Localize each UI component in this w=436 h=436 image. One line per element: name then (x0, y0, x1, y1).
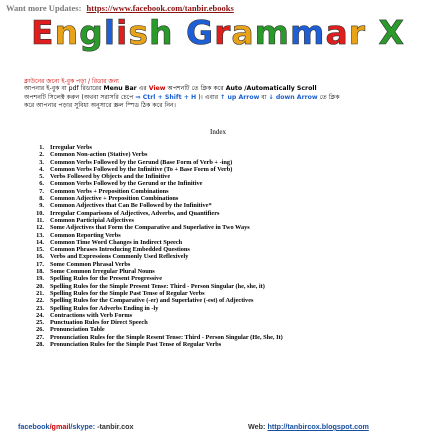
index-item-label: Common Time Word Changes in Indirect Speech (50, 238, 183, 246)
index-item[interactable] (30, 283, 283, 290)
index-item[interactable] (30, 173, 283, 180)
index-item-number: 9. (39, 202, 44, 210)
index-item-label: Spelling Rules for the Present Progressive (50, 275, 162, 283)
index-item-number: 5. (39, 173, 44, 181)
index-item-label: Pronunciation Rules for the Simple Resent Tense: Third - Person Singular (He, She, It) (50, 333, 283, 341)
index-item[interactable] (30, 319, 283, 326)
title-letter: h (149, 13, 174, 52)
index-item[interactable] (30, 151, 283, 158)
index-item-label: Common Verbs + Preposition Combinations (50, 187, 169, 195)
index-item[interactable] (30, 268, 283, 275)
footer-id: -tanbir.cox (97, 422, 134, 431)
index-item[interactable] (30, 246, 283, 253)
index-item-number: 3. (39, 158, 44, 166)
index-item-number: 25. (36, 319, 44, 327)
footer-gmail[interactable]: /gmail (49, 422, 71, 431)
index-item-number: 8. (39, 195, 44, 203)
title-letter: l (103, 13, 117, 52)
index-item-number: 13. (36, 231, 44, 239)
index-item-number: 23. (36, 304, 44, 312)
updates-bar (6, 3, 234, 13)
index-item-label: Common Adjectives that Can Be Followed by the Infinitive* (50, 202, 212, 210)
footer-contacts (18, 422, 133, 431)
index-item[interactable] (30, 341, 283, 348)
index-item-number: 27. (36, 333, 44, 341)
index-item[interactable] (30, 326, 283, 333)
updates-link[interactable]: https://www.facebook.com/tanbir.ebooks (86, 3, 234, 13)
index-item-label: Common Verbs Followed by the Gerund or the Infinitive (50, 180, 203, 188)
index-item-label: Common Phrases Introducing Embedded Questions (50, 246, 190, 254)
instr-text: করে আপনার পড়ার সুবিধা অনুসারে স্ক্রল স্পিড ঠিক করে নিন। (24, 102, 176, 110)
index-item-number: 19. (36, 275, 44, 283)
index-item[interactable] (30, 210, 283, 217)
index-item[interactable] (30, 261, 283, 268)
title-letter (174, 13, 187, 52)
title-letter: E (31, 13, 55, 52)
index-heading: Index (210, 128, 226, 136)
index-item[interactable] (30, 312, 283, 319)
index-item[interactable] (30, 334, 283, 341)
instr-shortcut: ⇒ Ctrl + Shift + H (135, 93, 197, 101)
instr-text: )। এবার (198, 93, 219, 101)
title-letter: X (378, 13, 405, 52)
title-letter: a (325, 13, 349, 52)
title-letter: G (186, 13, 215, 52)
index-item-number: 14. (36, 238, 44, 246)
instr-text: অপশনটি সিলেক্ট করুন (অথবা সরাসরি চেপে (24, 93, 134, 101)
index-item-number: 21. (36, 289, 44, 297)
index-item-number: 7. (39, 187, 44, 195)
title-letter: m (254, 13, 291, 52)
index-item-label: Spelling Rules for Adverbs Ending in -ly (50, 304, 159, 312)
index-item[interactable] (30, 224, 283, 231)
index-item-label: Spelling Rules for the Comparative (-er) and Superlative (-est) of Adjectives (50, 297, 254, 305)
index-item[interactable] (30, 166, 283, 173)
index-item[interactable] (30, 305, 283, 312)
index-item-label: Irregular Comparisons of Adjectives, Adverbs, and Quantifiers (50, 209, 220, 217)
index-item-label: Common Adjective + Preposition Combinations (50, 195, 179, 203)
index-item-label: Some Common Irregular Plural Nouns (50, 268, 155, 276)
updates-label: Want more Updates: (6, 3, 82, 13)
index-item-number: 11. (36, 216, 44, 224)
footer-skype[interactable]: /skype: (70, 422, 96, 431)
instr-down-arrow: ↓ down Arrow (268, 93, 318, 101)
index-item[interactable] (30, 232, 283, 239)
index-item[interactable] (30, 217, 283, 224)
scroll-instructions (24, 85, 416, 111)
index-item-number: 18. (36, 268, 44, 276)
document-title (0, 14, 436, 52)
index-item-number: 16. (36, 253, 44, 261)
title-letter: i (116, 13, 129, 52)
index-item-label: Some Adjectives that Form the Comparative and Superlative in Two Ways (50, 224, 250, 232)
index-item-number: 28. (36, 341, 44, 349)
index-item-number: 2. (39, 151, 44, 159)
index-item[interactable] (30, 195, 283, 202)
title-letter: n (54, 13, 80, 52)
index-item-number: 26. (36, 326, 44, 334)
index-item[interactable] (30, 188, 283, 195)
title-letter: s (128, 13, 149, 52)
index-item-label: Verbs Followed by Objects and the Infinitive (50, 173, 171, 181)
index-item-label: Irregular Verbs (50, 144, 92, 151)
title-letter: r (214, 13, 232, 52)
index-item-number: 10. (36, 209, 44, 217)
instr-up-arrow: ↑ up Arrow (220, 93, 260, 101)
instr-text: এর (138, 85, 147, 92)
index-item-label: Contractions with Verb Forms (50, 311, 133, 319)
index-item[interactable] (30, 144, 283, 151)
index-item-number: 22. (36, 297, 44, 305)
index-item[interactable] (30, 202, 283, 209)
index-item-label: Some Common Phrasal Verbs (50, 260, 131, 268)
index-item[interactable] (30, 253, 283, 260)
index-item-label: Common Non-action (Stative) Verbs (50, 151, 148, 159)
index-item-label: Pronunciation Rules for the Simple Past Tense of Regular Verbs (50, 341, 222, 349)
title-letter: r (348, 13, 366, 52)
index-item[interactable] (30, 290, 283, 297)
footer-web-link[interactable]: http://tanbircox.blogspot.com (267, 422, 369, 431)
index-item-label: Pronunciation Table (50, 326, 105, 334)
index-item-number: 24. (36, 311, 44, 319)
index-item-number: 4. (39, 165, 44, 173)
index-item[interactable] (30, 297, 283, 304)
title-letter: g (79, 13, 104, 52)
instr-text: তে ক্লিক (319, 93, 340, 101)
index-item[interactable] (30, 180, 283, 187)
index-item-label: Common Verbs Followed by the Infinitive (To + Base Form of Verb) (50, 165, 233, 173)
bangla-note: ক্লাউনের জন্যে ই-বুক পড়া / রিডার জন্য (24, 78, 120, 85)
index-item-label: Spelling Rules for the Simple Present Tense: Third - Person Singular (he, she, it) (50, 282, 265, 290)
index-item-number: 20. (36, 282, 44, 290)
instr-view: View (148, 85, 166, 92)
index-item-number: 17. (36, 260, 44, 268)
instr-auto-scroll: Auto /Automatically Scroll (225, 85, 317, 92)
index-item-label: Verbs and Expressions Commonly Used Reflexively (50, 253, 189, 261)
index-item[interactable] (30, 239, 283, 246)
index-item[interactable] (30, 275, 283, 282)
index-item-number: 12. (36, 224, 44, 232)
footer-web (248, 422, 369, 431)
index-item-label: Punctuation Rules for Direct Speech (50, 319, 148, 327)
instr-text: বা (261, 93, 267, 101)
index-item-label: Common Reporting Verbs (50, 231, 121, 239)
index-item-label: Common Verbs Followed by the Gerund (Base Form of Verb + -ing) (50, 158, 233, 166)
index-item[interactable] (30, 159, 283, 166)
instr-text: অপশনটি তে ক্লিক করে (167, 85, 224, 92)
index-item-label: Spelling Rules for the Simple Past Tense of Regular Verbs (50, 289, 205, 297)
index-item-number: 1. (39, 144, 44, 151)
title-letter (366, 13, 379, 52)
title-letter: a (231, 13, 255, 52)
instr-menu-bar: Menu Bar (103, 85, 137, 92)
index-item-label: Common Participial Adjectives (50, 216, 134, 224)
footer-web-label: Web: (248, 422, 266, 431)
title-letter: m (290, 13, 326, 52)
footer-facebook[interactable]: facebook (18, 422, 50, 431)
instr-text: আপনার ই-বুক বা pdf রিডারের (24, 85, 102, 92)
index-item-number: 15. (36, 246, 44, 254)
index-list (30, 144, 283, 348)
index-item-number: 6. (39, 180, 44, 188)
